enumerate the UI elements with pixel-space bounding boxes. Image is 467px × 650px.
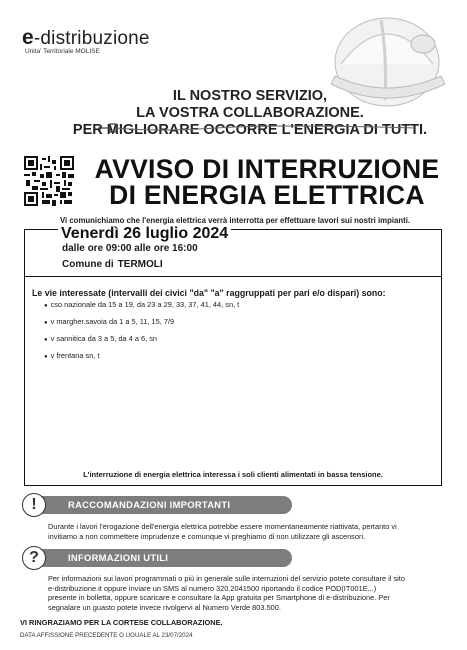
- title-line-1: AVVISO DI INTERRUZIONE: [94, 154, 440, 184]
- tension-note: L'interruzione di energia elettrica interessa i soli clienti alimentati in bassa tensione.: [83, 470, 383, 479]
- interruption-date: Venerdì 26 luglio 2024: [58, 225, 231, 243]
- box-divider: [24, 276, 442, 277]
- street-text: v frentana sn, t: [50, 351, 100, 360]
- logo-wordmark: -distribuzione: [33, 28, 150, 49]
- question-icon: ?: [22, 546, 46, 570]
- company-logo: [22, 26, 150, 50]
- slogan-line-3: PER MIGLIORARE OCCORRE L'ENERGIA DI TUTTI.: [72, 122, 428, 138]
- bullet-icon: ●: [44, 337, 48, 343]
- info-text: [48, 574, 458, 612]
- territorial-unit: Unita' Territoriale MOLISE: [25, 48, 100, 55]
- comune-name: TERMOLI: [117, 259, 163, 270]
- plug-line-icon: [96, 118, 426, 134]
- affixation-date: DATA AFFISSIONE PRECEDENTE O UGUALE AL 23/07/2024: [20, 632, 193, 639]
- interruption-time: dalle ore 09:00 alle ore 16:00: [62, 243, 198, 254]
- comune-label: Comune di: [62, 259, 114, 270]
- notice-title: [82, 156, 452, 208]
- info-line-4: segnalare un guasto potete invece rivolgervi al Numero Verde 803.500.: [48, 602, 281, 612]
- bullet-icon: ●: [44, 320, 48, 326]
- logo-mark: e: [22, 26, 34, 49]
- thanks-text: VI RINGRAZIAMO PER LA CORTESE COLLABORAZIONE.: [20, 618, 223, 627]
- recommendations-line-1: Durante i lavori l'erogazione dell'energia elettrica potrebbe essere momentaneamente riattivata, pertanto vi: [48, 522, 397, 531]
- street-text: v sannitica da 3 a 5, da 4 a 6, sn: [50, 334, 158, 343]
- street-text: v margher.savoia da 1 a 5, 11, 15, 7/9: [50, 317, 175, 326]
- recommendations-text: [48, 522, 458, 541]
- street-item: [44, 351, 100, 360]
- street-item: [44, 317, 174, 326]
- title-line-2: DI ENERGIA ELETTRICA: [109, 180, 425, 210]
- streets-title: Le vie interessate (intervalli dei civici "da" "a" raggruppati per pari e/o dispari) sono:: [32, 288, 386, 298]
- info-line-3: presente in bolletta, oppure scaricare e consultare la App gratuita per Smartphone di e-distribuzione. Per: [48, 593, 390, 603]
- info-line-2: e-distribuzione.it oppure inviare un SMS al numero 320.2041500 riportando il codice POD(IT001E...): [48, 583, 377, 593]
- street-item: [44, 300, 239, 309]
- info-header: INFORMAZIONI UTILI: [38, 549, 292, 567]
- recommendations-line-2: invitiamo a non commettere imprudenze e comunque vi preghiamo di non utilizzare gli ascensori.: [48, 531, 366, 541]
- intro-text: Vi comunichiamo che l'energia elettrica verrà interrotta per effettuare lavori sui nostri impianti.: [59, 216, 411, 225]
- bullet-icon: ●: [44, 303, 48, 309]
- recommendations-header: RACCOMANDAZIONI IMPORTANTI: [38, 496, 292, 514]
- slogan-line-1: IL NOSTRO SERVIZIO,: [172, 88, 328, 104]
- info-line-1: Per informazioni sui lavori programmati o più in generale sulle interruzioni del servizio potete consultare il sito: [48, 574, 405, 583]
- street-item: [44, 334, 157, 343]
- exclamation-icon: !: [22, 493, 46, 517]
- street-text: cso nazionale da 15 a 19, da 23 a 29, 33, 37, 41, 44, sn, t: [50, 300, 240, 309]
- bullet-icon: ●: [44, 354, 48, 360]
- slogan-line-2: LA VOSTRA COLLABORAZIONE.: [136, 105, 364, 121]
- comune: [62, 259, 163, 270]
- qr-code[interactable]: [24, 156, 74, 206]
